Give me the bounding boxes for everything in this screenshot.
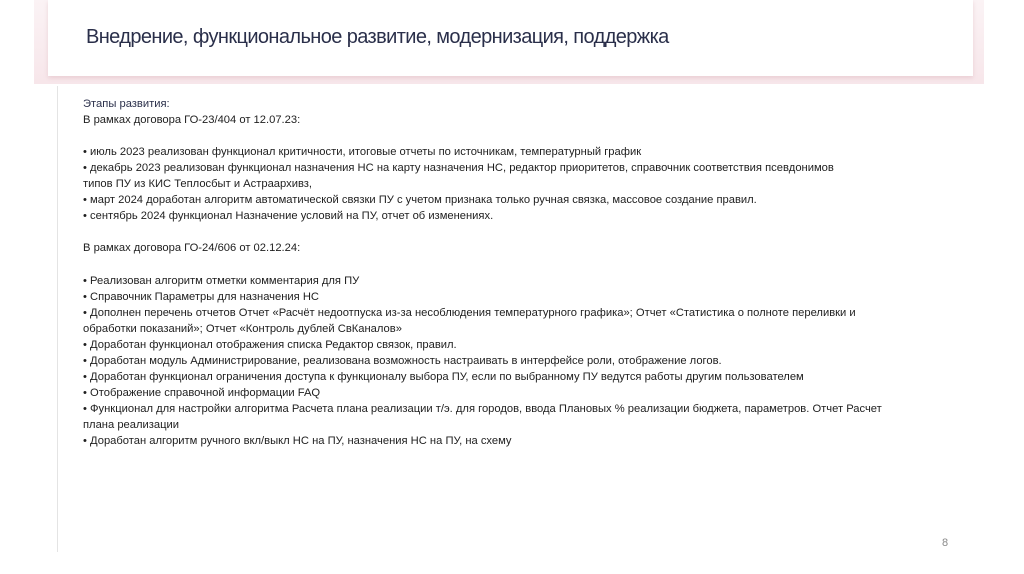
spacer xyxy=(83,128,963,144)
contract1-line: • июль 2023 реализован функционал критичности, итоговые отчеты по источникам, температурный график xyxy=(83,146,642,159)
contract2-line: • Справочник Параметры для назначения НС xyxy=(83,290,319,303)
contract2-line: • Доработан функционал ограничения доступа к функционалу выбора ПУ, если по выбранному ПУ ведутся работы другим пользователем xyxy=(83,370,804,383)
page-number: 8 xyxy=(942,537,949,549)
contract2-line: • Отображение справочной информации FAQ xyxy=(83,386,321,399)
contract2-line: • Доработан модуль Администрирование, реализована возможность настраивать в интерфейсе роли, отображение логов. xyxy=(83,354,722,367)
spacer xyxy=(83,224,963,240)
contract1-line: • декабрь 2023 реализован функционал назначения НС на карту назначения НС, редактор приоритетов, справочник соответствия псевдонимов xyxy=(83,162,834,175)
contract1-line: • март 2024 доработан алгоритм автоматической связки ПУ с учетом признака только ручная связка, массовое создание правил. xyxy=(83,194,757,207)
spacer xyxy=(83,256,963,272)
contract2-line: • Реализован алгоритм отметки комментария для ПУ xyxy=(83,274,360,287)
contract2-line: • Дополнен перечень отчетов Отчет «Расчёт недоотпуска из-за несоблюдения температурного графика»; Отчет «Статистика о полноте переливки и xyxy=(83,306,856,319)
stages-label: Этапы развития: xyxy=(83,98,170,110)
contract2-line: • Функционал для настройки алгоритма Расчета плана реализации т/э. для городов, ввода Плановых % реализации бюджета, параметров. Отчет Расчет xyxy=(83,402,882,415)
contract1-heading: В рамках договора ГО-23/404 от 12.07.23: xyxy=(83,114,301,127)
contract2-heading: В рамках договора ГО-24/606 от 02.12.24: xyxy=(83,242,301,255)
contract2-line: обработки показаний»; Отчет «Контроль дублей СвКаналов» xyxy=(83,322,402,335)
contract1-line: • сентябрь 2024 функционал Назначение условий на ПУ, отчет об изменениях. xyxy=(83,210,494,223)
slide-title: Внедрение, функциональное развитие, модернизация, поддержка xyxy=(86,26,669,48)
slide-body xyxy=(83,96,963,449)
contract2-line: • Доработан функционал отображения списка Редактор связок, правил. xyxy=(83,338,457,351)
contract1-line: типов ПУ из КИС Теплосбыт и Астраархивз, xyxy=(83,178,313,191)
contract2-line: • Доработан алгоритм ручного вкл/выкл НС на ПУ, назначения НС на ПУ, на схему xyxy=(83,434,512,447)
left-divider xyxy=(57,86,58,552)
contract2-line: плана реализации xyxy=(83,418,180,431)
